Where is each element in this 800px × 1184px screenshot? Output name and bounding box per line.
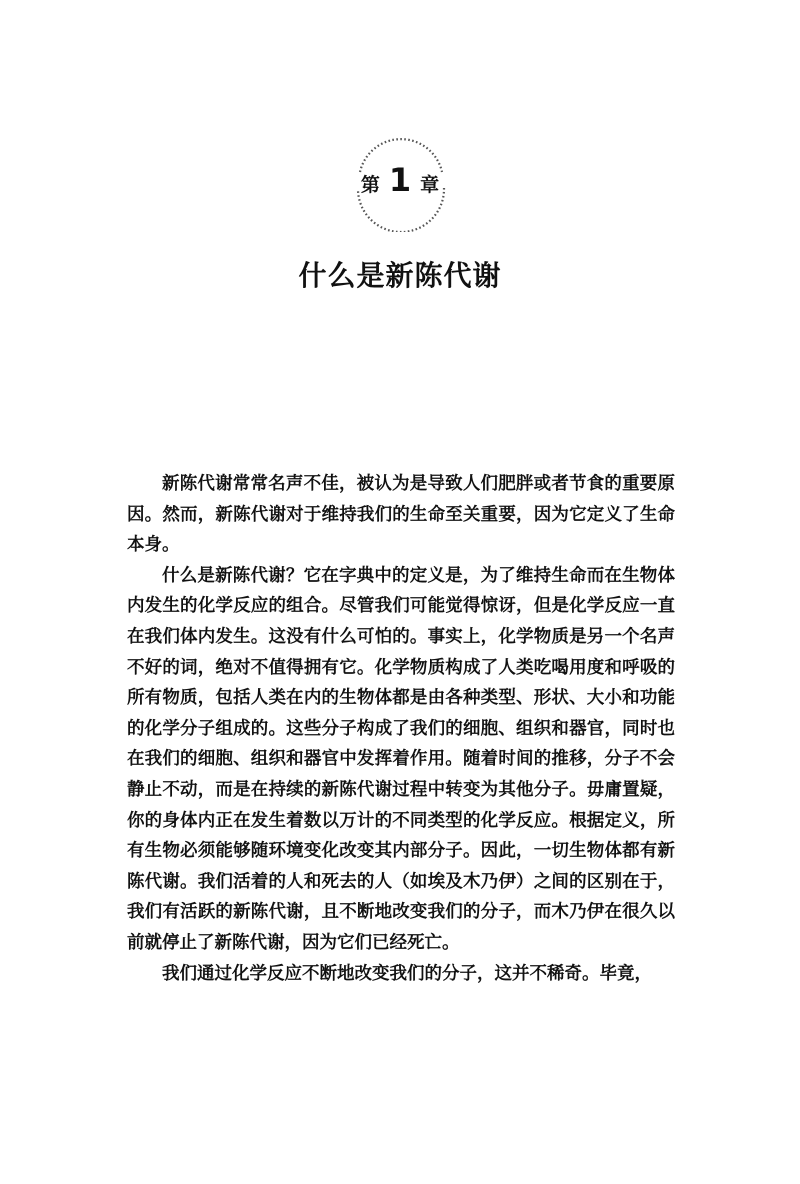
chapter-title: 什么是新陈代谢 <box>298 259 502 292</box>
chapter-prefix: 第 <box>360 173 380 196</box>
paragraph: 我们通过化学反应不断地改变我们的分子，这并不稀奇。毕竟， <box>162 963 652 984</box>
chapter-number: 1 <box>388 161 412 199</box>
paragraph: 什么是新陈代谢？它在字典中的定义是，为了维持生命而在生物体内发生的化学反应的组合。尽管我们可能觉得惊讶，但是化学反应一直在我们体内发生。这没有什么可怕的。事实上，化学物质是另一个名声不好的词，绝对不值得拥有它。化学物质构成了人类吃喝用度和呼吸的所有物质，包括人类在内的生物体都是由各种类型、形状、大小和功能的化学分子组成的。这些分子构成了我们的细胞、组织和器官，同时也在我们的细胞、组织和器官中发挥着作用。随着时间的推移，分子不会静止不动，而是在持续的新陈代谢过程中转变为其他分子。毋庸置疑，你的身体内正在发生着数以万计的不同类型的化学反应。根据定义，所有生物必须能够随环境变化改变其内部分子。因此，一切生物体都有新陈代谢。我们活着的人和死去的人（如埃及木乃伊）之间的区别在于，我们有活跃的新陈代谢，且不断地改变我们的分子，而木乃伊在很久以前就停止了新陈代谢，因为它们已经死亡。 <box>127 565 675 953</box>
paragraph: 新陈代谢常常名声不佳，被认为是导致人们肥胖或者节食的重要原因。然而，新陈代谢对于维持我们的生命至关重要，因为它定义了生命本身。 <box>127 474 675 556</box>
chapter-suffix: 章 <box>420 173 440 196</box>
chapter-heading <box>350 161 450 200</box>
chapter-badge <box>350 132 450 232</box>
body-text <box>127 469 675 989</box>
